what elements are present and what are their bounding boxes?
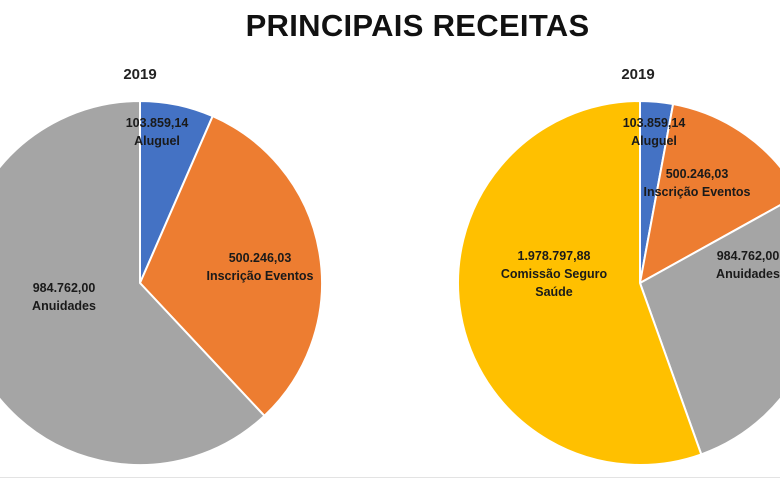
divider — [0, 477, 780, 478]
data-label-aluguel: 103.859,14 Aluguel — [622, 116, 686, 148]
pie-chart-2019-b — [458, 101, 780, 465]
data-label-inscricao-eventos: 500.246,03 Inscrição Eventos — [206, 251, 314, 283]
chart-2-title: 2019 — [621, 66, 655, 83]
data-label-anuidades: 984.762,00 Anuidades — [32, 281, 96, 313]
data-label-aluguel: 103.859,14 Aluguel — [125, 116, 189, 148]
data-label-anuidades: 984.762,00 Anuidades — [716, 249, 780, 281]
data-label-inscricao-eventos: 500.246,03 Inscrição Eventos — [643, 167, 751, 199]
data-label-comissao-seguro-saude: 1.978.797,88 Comissão Seguro Saúde — [500, 249, 608, 299]
pie-chart-2019-a — [0, 101, 322, 465]
page-title: PRINCIPAIS RECEITAS — [245, 8, 590, 43]
chart-1-title: 2019 — [123, 66, 157, 83]
